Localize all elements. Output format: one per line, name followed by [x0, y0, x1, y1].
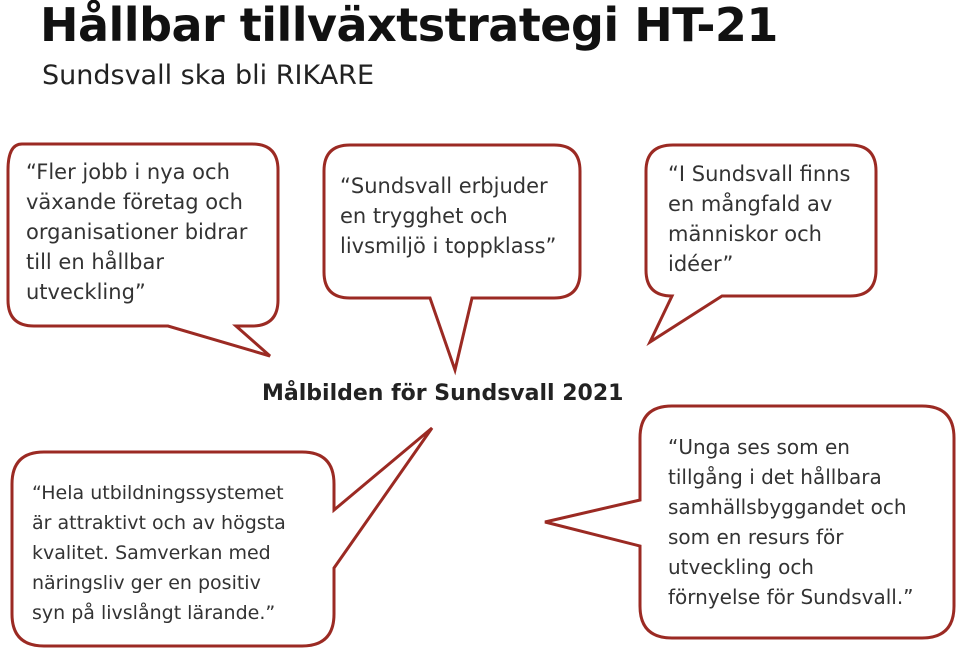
bubble-text-diversity — [668, 159, 850, 279]
bubble-line: livsmiljö i toppklass” — [340, 234, 557, 258]
bubble-line: en trygghet och — [340, 204, 508, 228]
bubble-text-jobs — [26, 157, 247, 307]
bubble-line: organisationer bidrar — [26, 220, 248, 244]
page-subtitle: Sundsvall ska bli RIKARE — [42, 60, 375, 91]
bubble-line: en mångfald av — [668, 192, 833, 216]
page-title: Hållbar tillväxtstrategi HT-21 — [40, 0, 778, 52]
bubble-line: förnyelse för Sundsvall.” — [668, 585, 914, 609]
bubble-line: människor och — [668, 222, 822, 246]
bubble-line: “Sundsvall erbjuder — [340, 174, 548, 198]
bubble-text-youth — [668, 432, 914, 612]
center-label: Målbilden för Sundsvall 2021 — [262, 381, 624, 406]
bubble-text-safety — [340, 171, 556, 261]
bubble-line: syn på livslångt lärande.” — [32, 602, 276, 624]
bubble-line: “Unga ses som en — [668, 435, 850, 459]
bubble-line: är attraktivt och av högsta — [32, 512, 286, 534]
bubble-line: utveckling och — [668, 555, 814, 579]
bubble-line: näringsliv ger en positiv — [32, 572, 261, 594]
bubble-line: “Hela utbildningssystemet — [32, 482, 284, 504]
bubble-line: “I Sundsvall finns — [668, 162, 851, 186]
bubble-text-education — [32, 478, 286, 628]
bubble-line: tillgång i det hållbara — [668, 465, 882, 489]
bubble-line: utveckling” — [26, 280, 146, 304]
bubble-line: till en hållbar — [26, 250, 164, 274]
bubble-line: växande företag och — [26, 190, 243, 214]
bubble-line: kvalitet. Samverkan med — [32, 542, 271, 564]
bubble-line: samhällsbyggandet och — [668, 495, 907, 519]
bubble-line: idéer” — [668, 252, 734, 276]
bubble-line: “Fler jobb i nya och — [26, 160, 230, 184]
bubble-line: som en resurs för — [668, 525, 844, 549]
